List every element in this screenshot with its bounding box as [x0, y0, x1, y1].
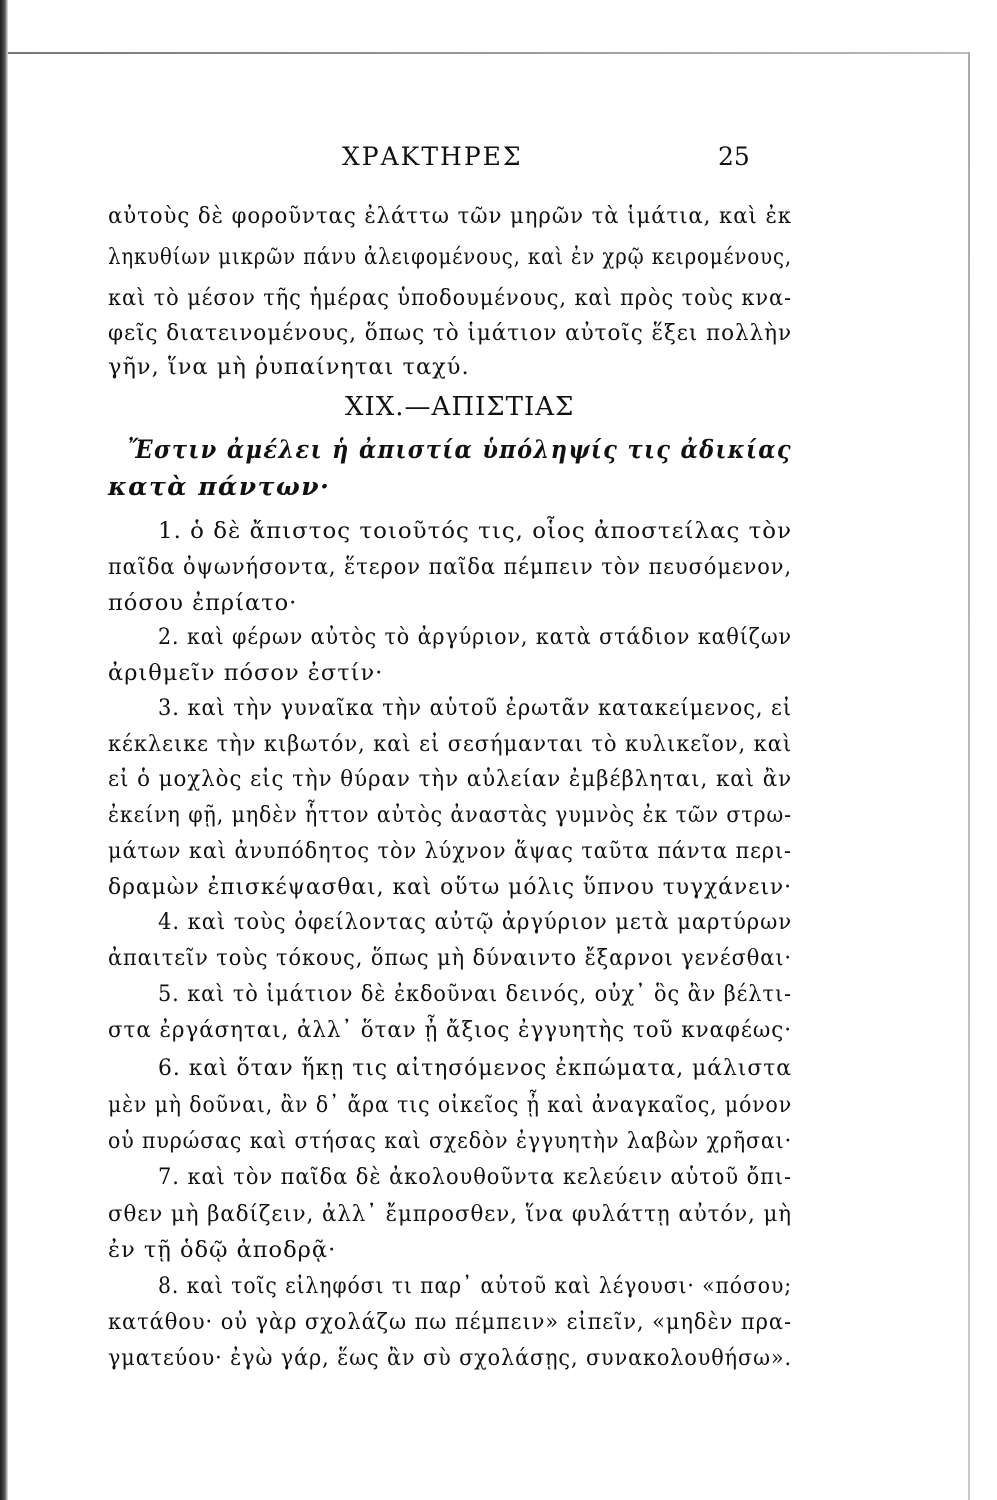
text-line: κατάθου· οὐ γὰρ σχολάζω πω πέμπειν» εἰπεῖν, «μηδὲν πρα-: [108, 1309, 792, 1335]
text-line: φεῖς διατεινομένους, ὅπως τὸ ἱμάτιον αὐτοῖς ἕξει πολλὴν: [108, 320, 792, 346]
text-line: 8. καὶ τοῖς εἰληφόσι τι παρ᾽ αὐτοῦ καὶ λέγουσι· «πόσου;: [158, 1273, 792, 1299]
text-line: ἀπαιτεῖν τοὺς τόκους, ὅπως μὴ δύναιντο ἔξαρνοι γενέσθαι·: [108, 945, 792, 971]
page-number: 25: [718, 142, 750, 171]
text-line: ἐν τῇ ὁδῷ ἀποδρᾷ·: [108, 1237, 337, 1263]
scan-left-edge: [0, 0, 8, 1500]
text-line: στα ἐργάσηται, ἀλλ᾽ ὅταν ᾖ ἄξιος ἐγγυητὴς τοῦ κναφέως·: [108, 1017, 792, 1043]
chapter-intro-line: Ἔστιν ἀμέλει ἡ ἀπιστία ὑπόληψίς τις ἀδικίας: [128, 435, 792, 464]
text-line: ἀριθμεῖν πόσον ἐστίν·: [108, 660, 384, 686]
chapter-heading: XIX.—ΑΠΙΣΤΙΑΣ: [345, 392, 575, 422]
text-line: πόσου ἐπρίατο·: [108, 590, 298, 616]
text-line: 5. καὶ τὸ ἱμάτιον δὲ ἐκδοῦναι δεινός, οὐχ᾽ ὃς ἂν βέλτι-: [158, 981, 792, 1007]
page-top-edge: [8, 52, 968, 54]
page-right-edge: [968, 52, 970, 1500]
text-line: μὲν μὴ δοῦναι, ἂν δ᾽ ἄρα τις οἰκεῖος ᾖ καὶ ἀναγκαῖος, μόνον: [108, 1092, 792, 1118]
text-line: οὐ πυρώσας καὶ στήσας καὶ σχεδὸν ἐγγυητὴν λαβὼν χρῆσαι·: [108, 1128, 792, 1154]
text-line: 1. ὁ δὲ ἄπιστος τοιοῦτός τις, οἷος ἀποστείλας τὸν: [158, 518, 792, 544]
chapter-intro-line: κατὰ πάντων·: [108, 472, 331, 501]
text-line: κέκλεικε τὴν κιβωτόν, καὶ εἰ σεσήμανται τὸ κυλικεῖον, καὶ: [108, 731, 792, 757]
running-header: [0, 142, 997, 182]
text-line: 4. καὶ τοὺς ὀφείλοντας αὐτῷ ἀργύριον μετὰ μαρτύρων: [158, 909, 792, 935]
text-line: 3. καὶ τὴν γυναῖκα τὴν αὑτοῦ ἐρωτᾶν κατακείμενος, εἰ: [158, 695, 792, 721]
text-line: αὐτοὺς δὲ φοροῦντας ἐλάττω τῶν μηρῶν τὰ ἱμάτια, καὶ ἐκ: [108, 203, 792, 229]
text-line: 6. καὶ ὅταν ἥκῃ τις αἰτησόμενος ἐκπώματα, μάλιστα: [158, 1055, 792, 1081]
text-line: γῆν, ἵνα μὴ ῥυπαίνηται ταχύ.: [108, 354, 470, 380]
text-line: γματεύου· ἐγὼ γάρ, ἕως ἂν σὺ σχολάσῃς, συνακολουθήσω».: [108, 1345, 792, 1371]
text-line: ληκυθίων μικρῶν πάνυ ἀλειφομένους, καὶ ἐν χρῷ κειρομένους,: [108, 244, 792, 270]
text-line: 2. καὶ φέρων αὐτὸς τὸ ἀργύριον, κατὰ στάδιον καθίζων: [158, 624, 792, 650]
running-title: ΧΡΑΚΤΗΡΕΣ: [342, 142, 523, 171]
text-line: 7. καὶ τὸν παῖδα δὲ ἀκολουθοῦντα κελεύειν αὑτοῦ ὄπι-: [158, 1164, 792, 1190]
text-line: δραμὼν ἐπισκέψασθαι, καὶ οὕτω μόλις ὕπνου τυγχάνειν·: [108, 874, 792, 900]
text-line: μάτων καὶ ἀνυπόδητος τὸν λύχνον ἅψας ταῦτα πάντα περι-: [108, 838, 792, 864]
text-line: καὶ τὸ μέσον τῆς ἡμέρας ὑποδουμένους, καὶ πρὸς τοὺς κνα-: [108, 285, 792, 311]
text-line: εἰ ὁ μοχλὸς εἰς τὴν θύραν τὴν αὐλείαν ἐμβέβληται, καὶ ἂν: [108, 766, 792, 792]
text-line: παῖδα ὀψωνήσοντα, ἕτερον παῖδα πέμπειν τὸν πευσόμενον,: [108, 554, 792, 580]
text-line: ἐκείνη φῇ, μηδὲν ἧττον αὐτὸς ἀναστὰς γυμνὸς ἐκ τῶν στρω-: [108, 802, 792, 828]
text-line: σθεν μὴ βαδίζειν, ἀλλ᾽ ἔμπροσθεν, ἵνα φυλάττῃ αὐτόν, μὴ: [108, 1201, 792, 1227]
